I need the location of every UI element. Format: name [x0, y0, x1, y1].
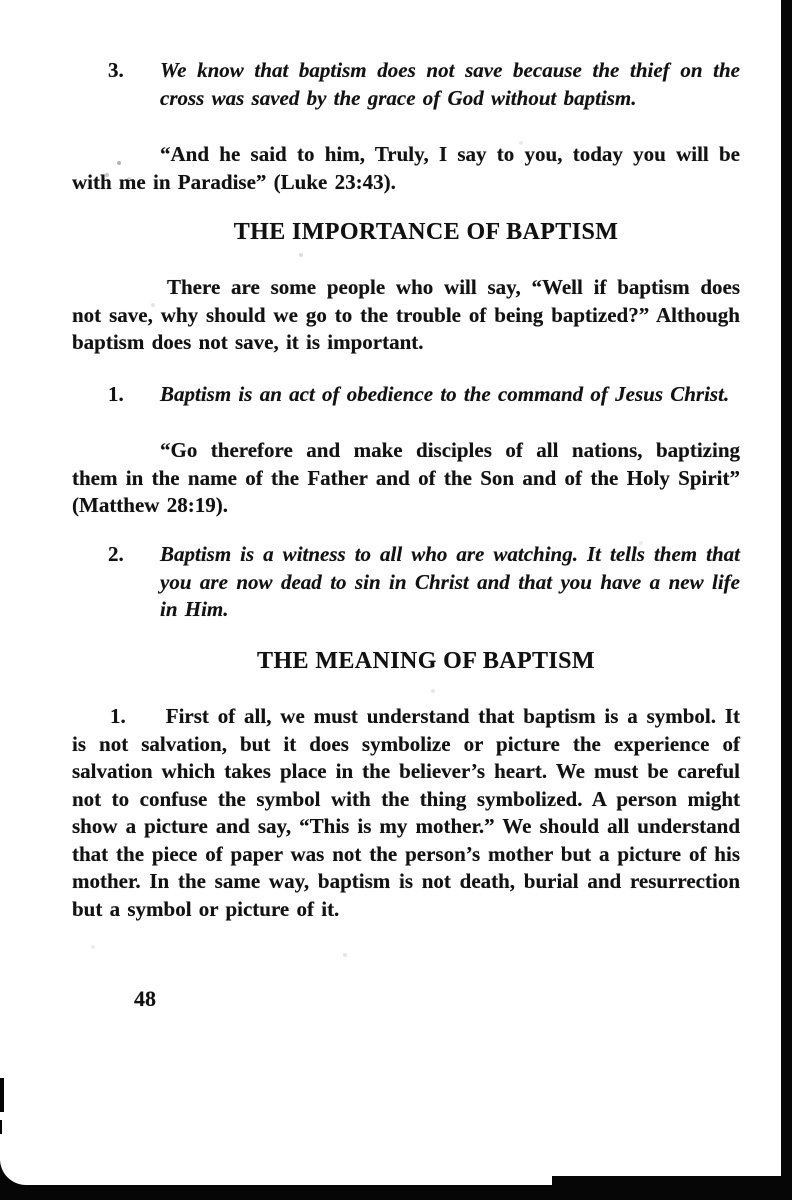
- item-2-marker: 2.: [108, 542, 124, 566]
- paragraph-meaning: [72, 703, 740, 923]
- scan-edge-left-nick-small: [0, 1120, 2, 1134]
- quote-matthew: “Go therefore and make disciples of all nations, baptizing them in the name of the Father and of the Son and of the Holy Spirit” (Matthew 28:19).: [72, 438, 740, 517]
- item-3-text: We know that baptism does not save because the thief on the cross was saved by the grace of God without baptism.: [160, 58, 740, 110]
- page-number: 48: [134, 986, 156, 1011]
- item-1-text: Baptism is an act of obedience to the command of Jesus Christ.: [160, 382, 730, 406]
- numbered-item-2: [72, 541, 740, 624]
- numbered-item-3: [72, 57, 740, 112]
- item-3-marker: 3.: [108, 58, 124, 82]
- meaning-paragraph-text: First of all, we must understand that baptism is a symbol. It is not salvation, but it does symbolize or picture the experience of salvation which takes place in the believer’s heart. We must be careful not to confuse the symbol with the thing symbolized. A person might show a picture and say, “This is my mother.” We should all understand that the piece of paper was not the person’s mother but a picture of his mother. In the same way, baptism is not death, burial and resurrection but a symbol or picture of it.: [72, 704, 740, 921]
- paragraph-importance-intro: There are some people who will say, “Well if baptism does not save, why should we go to the trouble of being baptized?” Although baptism does not save, it is important.: [72, 275, 740, 354]
- item-1-marker: 1.: [108, 382, 124, 406]
- scan-noise-speckles: [0, 0, 2, 2]
- heading-importance-of-baptism: THE IMPORTANCE OF BAPTISM: [233, 219, 619, 245]
- heading-meaning-of-baptism: THE MEANING OF BAPTISM: [257, 648, 595, 674]
- item-2-text: Baptism is a witness to all who are watching. It tells them that you are now dead to sin in Christ and that you have a new life in Him.: [160, 542, 740, 621]
- numbered-item-1: [72, 381, 740, 409]
- scan-edge-bottom-step: [552, 1176, 792, 1188]
- quote-luke: “And he said to him, Truly, I say to you, today you will be with me in Paradise” (Luke 23:43).: [72, 142, 740, 194]
- meaning-paragraph-marker: 1.: [110, 704, 126, 728]
- scan-edge-left-nick: [0, 1078, 4, 1112]
